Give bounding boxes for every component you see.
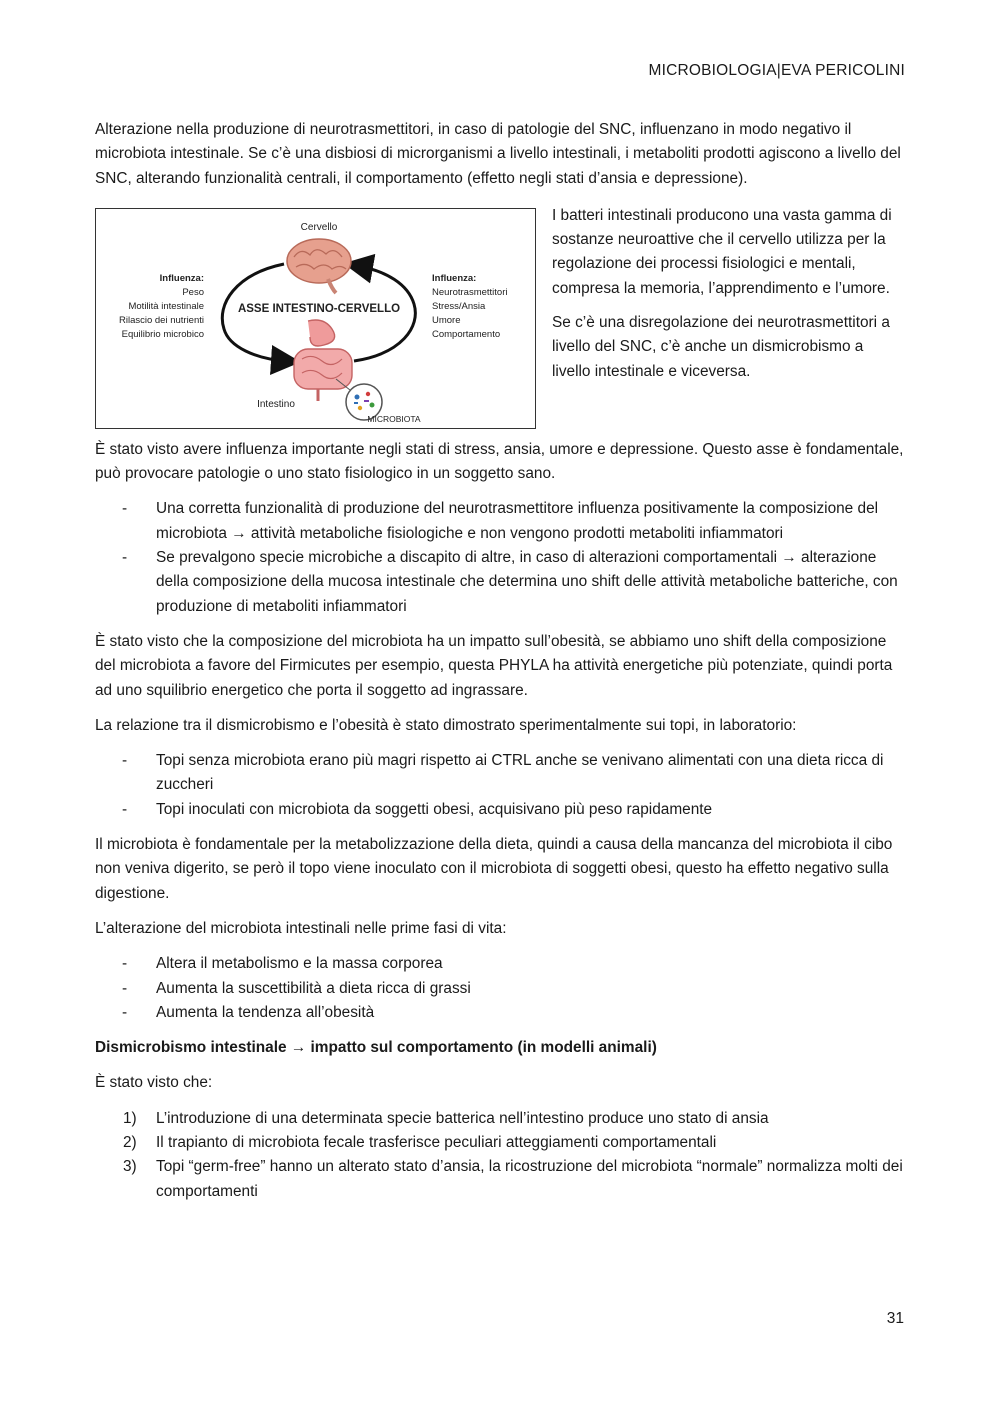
left-influence-item: Equilibrio microbico <box>121 328 204 340</box>
right-influence-title: Influenza: <box>432 272 477 284</box>
list-item-text: Topi “germ-free” hanno un alterato stato d’ansia, la ricostruzione del microbiota “normale” normalizza molti dei comportamenti <box>156 1158 903 1200</box>
section-heading: Dismicrobismo intestinale → impatto sul comportamento (in modelli animali) <box>95 1039 657 1057</box>
list-item-text: Il trapianto di microbiota fecale trasferisce peculiari atteggiamenti comportamentali <box>156 1134 717 1152</box>
axis-center-label: ASSE INTESTINO-CERVELLO <box>237 302 401 315</box>
gut-brain-axis-figure <box>95 208 536 429</box>
stress-paragraph: È stato visto avere influenza importante negli stati di stress, ansia, umore e depressione. Questo asse è fondamentale, può provocare patologie o uno stato fisiologico in un soggetto sano. <box>95 440 904 483</box>
list-item <box>95 977 905 1001</box>
brain-label: Cervello <box>300 221 338 233</box>
number-marker: 1) <box>123 1109 137 1127</box>
left-influence-item: Peso <box>182 286 204 298</box>
dash-marker: - <box>122 549 128 567</box>
list-item <box>95 1155 905 1204</box>
left-influence-item: Rilascio dei nutrienti <box>118 314 204 326</box>
dash-marker: - <box>122 979 128 997</box>
list-item <box>95 546 905 619</box>
left-influence-title: Influenza: <box>159 272 204 284</box>
intro-paragraph: Alterazione nella produzione di neurotrasmettitori, in caso di patologie del SNC, influenzano in modo negativo il microbiota intestinale. Se c’è una disbiosi di microrganismi a livello intestinali, i metaboliti prodotti agiscono a livello del SNC, alterando funzionalità centrali, il comportamento (effetto negli stati d’ansia e depressione). <box>95 121 901 187</box>
right-influence-item: Umore <box>432 314 461 326</box>
relation-paragraph: La relazione tra il dismicrobismo e l’obesità è stato dimostrato sperimentalmente sui topi, in laboratorio: <box>95 716 797 734</box>
behavior-list <box>95 1107 905 1204</box>
seen-paragraph: È stato visto che: <box>95 1074 213 1092</box>
list-item-text: Una corretta funzionalità di produzione del neurotrasmettitore influenza positivamente la composizione del microbiota → attività metaboliche fisiologiche e non vengono prodotti metaboliti infiammatori <box>156 500 879 542</box>
dash-marker: - <box>122 955 128 973</box>
list-item <box>95 749 905 798</box>
list-item-text: Topi senza microbiota erano più magri rispetto ai CTRL anche se venivano alimentati con una dieta ricca di zuccheri <box>156 752 884 794</box>
list-item-text: L’introduzione di una determinata specie batterica nell’intestino produce uno stato di ansia <box>156 1109 769 1127</box>
early-life-list <box>95 952 905 1025</box>
right-influence-item: Neurotrasmettitori <box>432 286 508 298</box>
dash-marker: - <box>122 500 128 518</box>
neurotransmitter-list <box>95 497 905 618</box>
list-item <box>95 1001 905 1025</box>
figure-side-text <box>552 204 905 394</box>
side-paragraph: I batteri intestinali producono una vasta gamma di sostanze neuroattive che il cervello utilizza per la regolazione dei processi fisiologici e mentali, compresa la memoria, l’apprendimento e l’umore. <box>552 206 892 297</box>
list-item-text: Aumenta la suscettibilità a dieta ricca di grassi <box>156 979 471 997</box>
list-item-text: Altera il metabolismo e la massa corporea <box>156 955 443 973</box>
left-influence-list <box>119 273 204 340</box>
intestine-label: Intestino <box>257 398 295 410</box>
obesity-paragraph: È stato visto che la composizione del microbiota ha un impatto sull’obesità, se abbiamo uno shift della composizione del microbiota a favore del Firmicutes per esempio, questa PHYLA ha attività energetiche più potenziate, quindi porta ad uno squilibrio energetico che porta il soggetto ad ingrassare. <box>95 632 893 699</box>
side-paragraph: Se c’è una disregolazione dei neurotrasmettitori a livello del SNC, c’è anche un dismicrobismo a livello intestinale e viceversa. <box>552 314 890 380</box>
list-item <box>95 798 905 822</box>
document-body <box>95 118 905 1215</box>
left-influence-item: Motilità intestinale <box>128 300 204 312</box>
list-item <box>95 1107 905 1131</box>
number-marker: 2) <box>123 1134 137 1152</box>
alteration-paragraph: L’alterazione del microbiota intestinali nelle prime fasi di vita: <box>95 919 507 937</box>
dash-marker: - <box>122 1003 128 1021</box>
list-item-text: Aumenta la tendenza all’obesità <box>156 1003 375 1021</box>
right-influence-item: Stress/Ansia <box>432 300 486 312</box>
diet-paragraph: Il microbiota è fondamentale per la metabolizzazione della dieta, quindi a causa della mancanza del microbiota il cibo non veniva digerito, se però il topo viene inoculato con il microbiota di soggetti obesi, questo ha effetto negativo sulla digestione. <box>95 836 893 902</box>
right-influence-item: Comportamento <box>432 328 501 340</box>
dash-marker: - <box>122 800 128 818</box>
right-influence-list <box>432 273 508 340</box>
dash-marker: - <box>122 752 128 770</box>
list-item-text: Topi inoculati con microbiota da soggetti obesi, acquisivano più peso rapidamente <box>156 800 713 818</box>
gut-brain-axis-diagram <box>96 209 537 430</box>
brain-icon <box>287 239 351 293</box>
page-header: MICROBIOLOGIA|EVA PERICOLINI <box>648 62 905 79</box>
microbiota-label: MICROBIOTA <box>367 413 421 424</box>
figure-row <box>95 204 905 429</box>
intestine-icon <box>294 320 352 401</box>
mice-list <box>95 749 905 822</box>
list-item <box>95 952 905 976</box>
number-marker: 3) <box>123 1158 137 1176</box>
page-number: 31 <box>886 1310 904 1327</box>
list-item <box>95 1131 905 1155</box>
list-item-text: Se prevalgono specie microbiche a discapito di altre, in caso di alterazioni comportamentali → alterazione della composizione della mucosa intestinale che determina uno shift delle attività metaboliche batteriche, con produzione di metaboliti infiammatori <box>156 549 898 615</box>
list-item <box>95 497 905 546</box>
